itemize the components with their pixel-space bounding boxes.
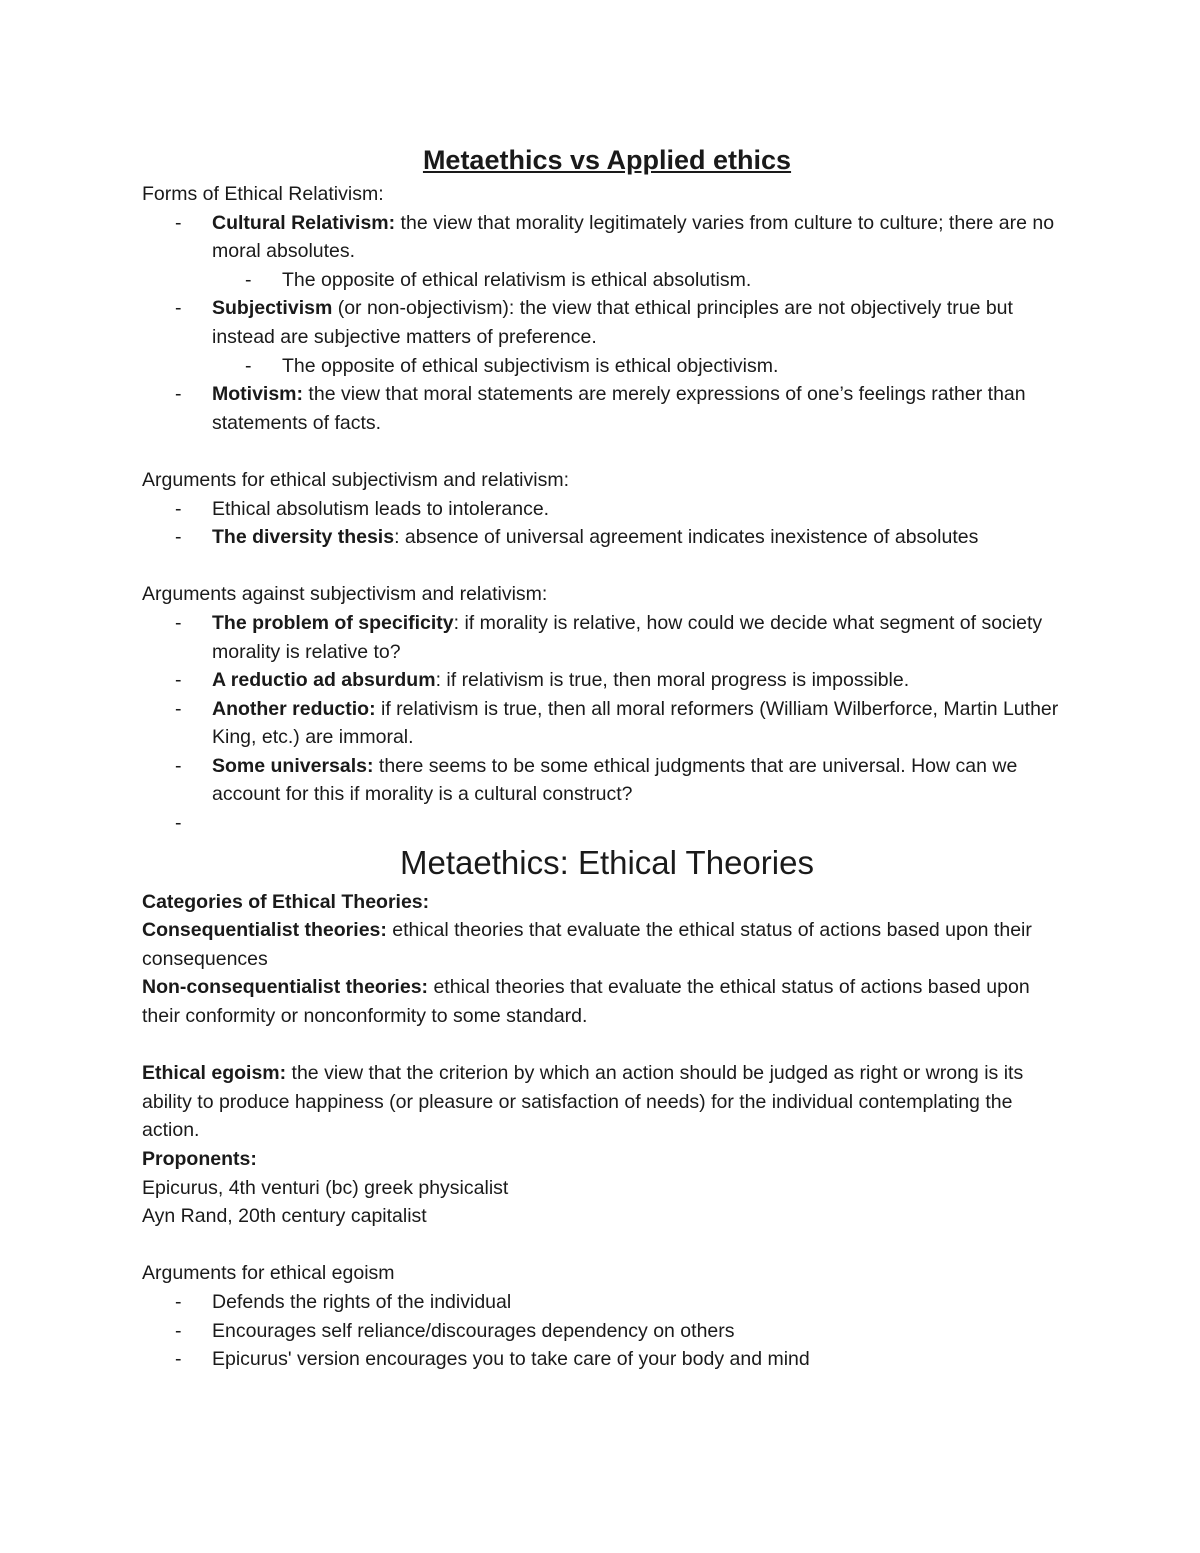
term: Consequentialist theories: (142, 919, 387, 942)
bullet-dash: - (175, 497, 182, 520)
term: Motivism: (212, 383, 304, 406)
egoism-definition (142, 1059, 1072, 1145)
section-heading-for: Arguments for ethical subjectivism and relativism: (142, 468, 569, 491)
bullet-dash: - (175, 211, 182, 234)
sublist (212, 352, 1072, 381)
proponents-heading (142, 1145, 1072, 1174)
proponents-heading-text: Proponents: (142, 1148, 257, 1170)
term: Subjectivism (212, 297, 333, 320)
list-item (212, 266, 1072, 295)
sublist (212, 266, 1072, 295)
bullet-dash: - (175, 297, 182, 320)
definition: if relativism is true, then all moral reformers (William Wilberforce, Martin Luther King, etc.) are immoral. (212, 697, 1059, 749)
bullet-dash: - (245, 268, 252, 291)
definition: : if morality is relative, how could we decide what segment of society morality is relative to? (212, 611, 1043, 663)
term: Ethical egoism: (142, 1062, 287, 1085)
sub-text: The opposite of ethical subjectivism is ethical objectivism. (282, 354, 779, 377)
list-item (142, 609, 1072, 666)
consequentialist-definition (142, 916, 1072, 973)
item-text: Ethical absolutism leads to intolerance. (212, 497, 550, 520)
definition: (or non-objectivism): the view that ethical principles are not objectively true but instead are subjective matters of preference. (212, 297, 1013, 348)
definition: the view that the criterion by which an action should be judged as right or wrong is its ability to produce happiness (or pleasure or satisfaction of needs) for the individual contemplating the action. (142, 1062, 1024, 1142)
term: Non-consequentialist theories: (142, 976, 429, 999)
list-item (142, 1317, 1072, 1346)
term: The diversity thesis (212, 526, 395, 549)
document-body (142, 140, 1072, 1374)
section-heading-egoism-for: Arguments for ethical egoism (142, 1262, 395, 1285)
list-for (142, 495, 1072, 552)
list-item (142, 495, 1072, 524)
list-item (212, 352, 1072, 381)
section-heading-against: Arguments against subjectivism and relativism: (142, 583, 548, 606)
list-forms (142, 209, 1072, 438)
spacer (142, 1031, 1072, 1060)
definition: ethical theories that evaluate the ethical status of actions based upon their consequences (142, 919, 1032, 970)
term: A reductio ad absurdum (212, 669, 436, 692)
bullet-dash: - (245, 354, 252, 377)
bullet-dash: - (175, 383, 182, 406)
item-text: Epicurus' version encourages you to take care of your body and mind (212, 1348, 810, 1371)
bullet-dash: - (175, 754, 182, 777)
term: The problem of specificity (212, 611, 454, 634)
definition: ethical theories that evaluate the ethical status of actions based upon their conformity or nonconformity to some standard. (142, 976, 1030, 1028)
proponent-line: Ayn Rand, 20th century capitalist (142, 1205, 427, 1228)
list-item (142, 380, 1072, 437)
term: Some universals: (212, 754, 374, 777)
definition: there seems to be some ethical judgments that are universal. How can we account for this if morality is a cultural construct? (212, 754, 1018, 806)
spacer (142, 1231, 1072, 1260)
spacer (142, 552, 1072, 581)
bullet-dash: - (175, 697, 182, 720)
page-title: Metaethics vs Applied ethics (422, 145, 792, 175)
term: Another reductio: (212, 697, 376, 720)
list-item (142, 523, 1072, 552)
bullet-dash: - (175, 669, 182, 692)
term: Cultural Relativism: (212, 211, 396, 234)
proponent-line: Epicurus, 4th venturi (bc) greek physicalist (142, 1176, 509, 1199)
non-consequentialist-definition (142, 973, 1072, 1030)
sub-text: The opposite of ethical relativism is ethical absolutism. (282, 268, 752, 291)
section-title-theories: Metaethics: Ethical Theories (400, 843, 814, 881)
section-heading-forms: Forms of Ethical Relativism: (142, 183, 384, 205)
list-against (142, 609, 1072, 838)
list-item (142, 1288, 1072, 1317)
definition: : if relativism is true, then moral progress is impossible. (435, 669, 910, 692)
bullet-dash: - (175, 812, 182, 835)
list-item (142, 294, 1072, 380)
list-item (142, 695, 1072, 752)
definition: : absence of universal agreement indicates inexistence of absolutes (394, 526, 979, 549)
categories-heading-text: Categories of Ethical Theories: (142, 890, 430, 913)
item-text: Defends the rights of the individual (212, 1290, 512, 1313)
bullet-dash: - (175, 1290, 182, 1313)
spacer (142, 437, 1072, 466)
bullet-dash: - (175, 1348, 182, 1371)
definition: the view that morality legitimately varies from culture to culture; there are no moral absolutes. (212, 211, 1055, 263)
bullet-dash: - (175, 1319, 182, 1342)
list-item (142, 752, 1072, 809)
bullet-dash: - (175, 611, 182, 634)
item-text: Encourages self reliance/discourages dependency on others (212, 1319, 735, 1342)
bullet-dash: - (175, 526, 182, 549)
definition: the view that moral statements are merely expressions of one’s feelings rather than statements of facts. (212, 383, 1026, 434)
list-item (142, 666, 1072, 695)
list-item-empty (142, 809, 1072, 838)
list-item (142, 209, 1072, 295)
categories-heading (142, 888, 1072, 917)
list-item (142, 1345, 1072, 1374)
list-egoism-for (142, 1288, 1072, 1374)
